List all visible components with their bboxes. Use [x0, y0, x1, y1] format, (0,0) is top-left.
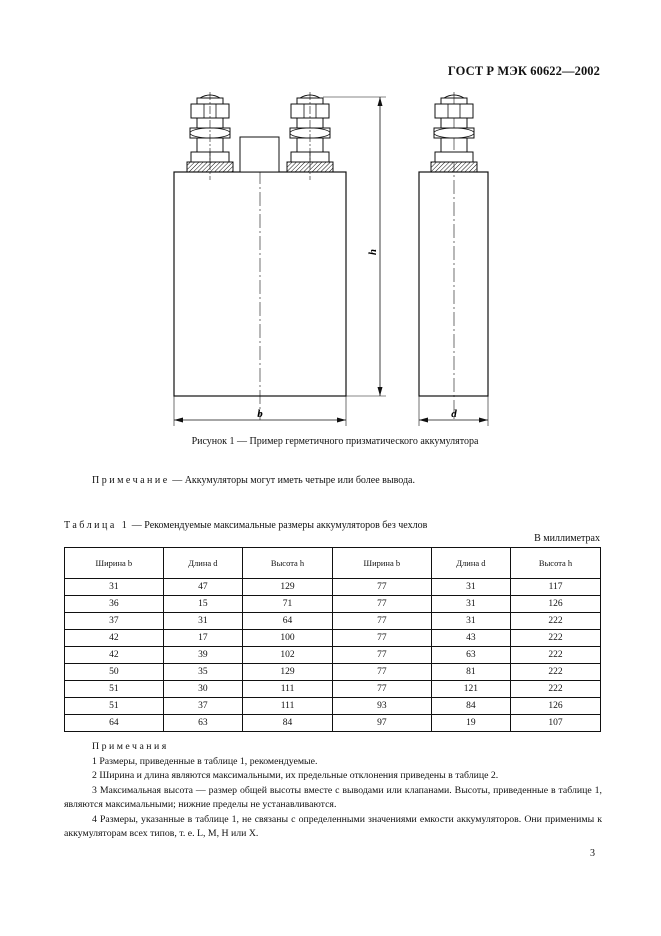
table-cell: 37 [65, 613, 164, 630]
table-cell: 129 [243, 579, 333, 596]
notes-section [64, 740, 602, 842]
header-cell: Длина d [163, 548, 242, 579]
note-item: 1 Размеры, приведенные в таблице 1, рекомендуемые. [92, 755, 318, 767]
table-label: Таблица 1 [64, 520, 130, 531]
document-header: ГОСТ Р МЭК 60622—2002 [447, 64, 600, 78]
table-cell: 100 [243, 630, 333, 647]
table-cell: 63 [163, 715, 242, 732]
table-cell: 43 [431, 630, 510, 647]
table-cell: 222 [511, 647, 601, 664]
table-cell: 77 [332, 613, 431, 630]
table-cell: 81 [431, 664, 510, 681]
note-item: 2 Ширина и длина являются максимальными, их предельные отклонения приведены в таблице 2. [92, 770, 499, 781]
figure-note [92, 475, 612, 486]
table-cell: 222 [511, 664, 601, 681]
table-cell: 37 [163, 698, 242, 715]
table-cell: 31 [431, 596, 510, 613]
table-cell: 84 [243, 715, 333, 732]
table-cell: 63 [431, 647, 510, 664]
table-row [65, 613, 601, 630]
table-cell: 31 [65, 579, 164, 596]
table-cell: 117 [511, 579, 601, 596]
table-cell: 84 [431, 698, 510, 715]
table-cell: 51 [65, 698, 164, 715]
table-cell: 222 [511, 681, 601, 698]
table-row [65, 698, 601, 715]
table-cell: 77 [332, 579, 431, 596]
table-cell: 19 [431, 715, 510, 732]
terminal-right [287, 92, 333, 180]
table-cell: 17 [163, 630, 242, 647]
table-cell: 77 [332, 630, 431, 647]
table-row [65, 579, 601, 596]
dimensions-table [64, 547, 601, 732]
table-cell: 30 [163, 681, 242, 698]
table-cell: 42 [65, 647, 164, 664]
note-text: — Аккумуляторы могут иметь четыре или более вывода. [169, 475, 415, 486]
terminal-left [187, 92, 233, 180]
note-label: Примечание [92, 475, 170, 486]
table-caption-text: — Рекомендуемые максимальные размеры аккумуляторов без чехлов [129, 520, 428, 531]
table-cell: 97 [332, 715, 431, 732]
table-cell: 31 [163, 613, 242, 630]
table-cell: 222 [511, 613, 601, 630]
table-row [65, 681, 601, 698]
table-row [65, 715, 601, 732]
figure-caption: Рисунок 1 — Пример герметичного призматического аккумулятора [191, 436, 479, 447]
table-row [65, 647, 601, 664]
table-cell: 42 [65, 630, 164, 647]
table-cell: 111 [243, 681, 333, 698]
table-cell: 121 [431, 681, 510, 698]
height-label: h [367, 248, 379, 256]
table-cell: 126 [511, 596, 601, 613]
table-cell: 107 [511, 715, 601, 732]
front-view [174, 92, 386, 426]
header-cell: Длина d [431, 548, 510, 579]
notes-title: Примечания [92, 741, 169, 752]
table-cell: 36 [65, 596, 164, 613]
table-cell: 129 [243, 664, 333, 681]
note-item: 4 Размеры, указанные в таблице 1, не связаны с определенными значениями емкости аккумуляторов. Они применимы к аккумуляторам всех типов, т. е. L, M, H или X. [64, 813, 602, 839]
table-caption [64, 520, 584, 531]
table-cell: 222 [511, 630, 601, 647]
table-cell: 50 [65, 664, 164, 681]
table-row [65, 630, 601, 647]
table-cell: 102 [243, 647, 333, 664]
table-cell: 77 [332, 681, 431, 698]
header-cell: Ширина b [65, 548, 164, 579]
table-cell: 39 [163, 647, 242, 664]
table-row [65, 596, 601, 613]
table-cell: 31 [431, 613, 510, 630]
table-cell: 64 [243, 613, 333, 630]
battery-drawing [160, 92, 510, 432]
table-cell: 31 [431, 579, 510, 596]
table-cell: 111 [243, 698, 333, 715]
header-cell: Высота h [243, 548, 333, 579]
table-cell: 51 [65, 681, 164, 698]
header-cell: Ширина b [332, 548, 431, 579]
depth-label: d [451, 408, 457, 420]
table-cell: 126 [511, 698, 601, 715]
page-number: 3 [590, 848, 595, 859]
width-label: b [257, 408, 263, 420]
note-item: 3 Максимальная высота — размер общей высоты вместе с выводами или клапанами. Высоты, приведенные в таблице 1, являются максимальными; нижние пределы не устанавливаются. [64, 784, 602, 810]
table-units: В миллиметрах [534, 533, 600, 544]
side-view [419, 92, 488, 426]
table-cell: 15 [163, 596, 242, 613]
table-cell: 71 [243, 596, 333, 613]
table-cell: 77 [332, 596, 431, 613]
table-row [65, 664, 601, 681]
table-cell: 64 [65, 715, 164, 732]
header-cell: Высота h [511, 548, 601, 579]
table-cell: 93 [332, 698, 431, 715]
table-cell: 35 [163, 664, 242, 681]
table-cell: 47 [163, 579, 242, 596]
table-cell: 77 [332, 664, 431, 681]
table-cell: 77 [332, 647, 431, 664]
table-header-row [65, 548, 601, 579]
